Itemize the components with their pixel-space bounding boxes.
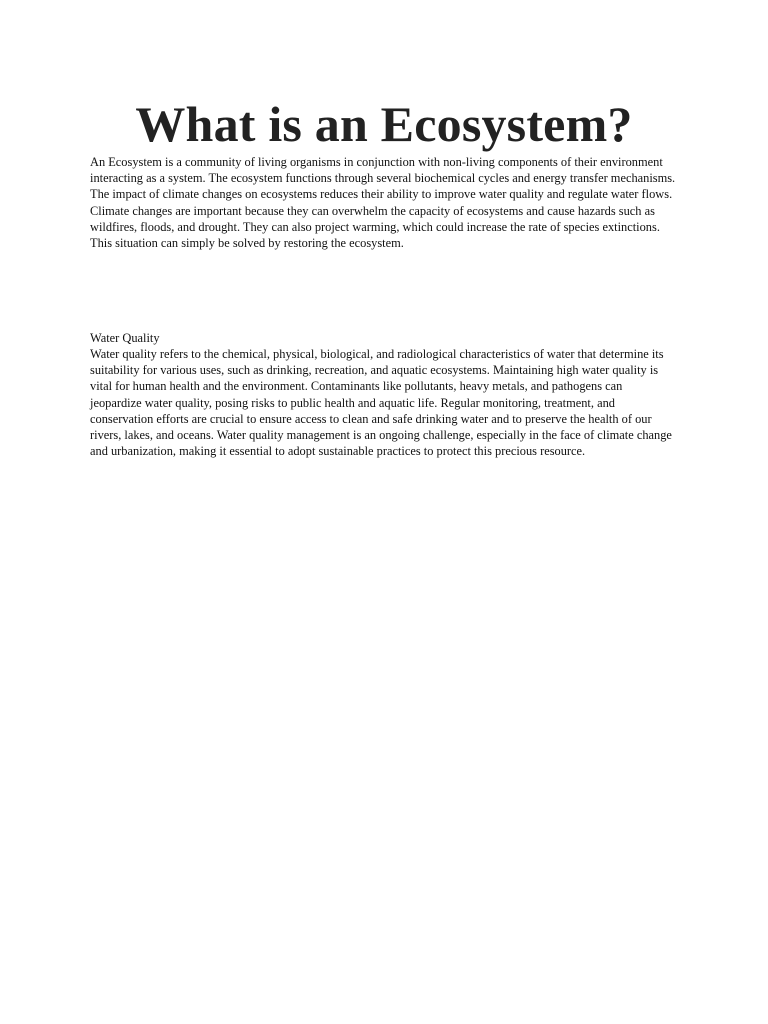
water-quality-paragraph: Water quality refers to the chemical, physical, biological, and radiological characteristics of water that determine its suitability for various uses, such as drinking, recreation, and aquatic ecosystems. Maintaining high water quality is vital for human health and the environment. Contaminants like pollutants, heavy metals, and pathogens can jeopardize water quality, posing risks to public health and aquatic life. Regular monitoring, treatment, and conservation efforts are crucial to ensure access to clean and safe drinking water and to preserve the health of our rivers, lakes, and oceans. Water quality management is an ongoing challenge, especially in the face of climate change and urbanization, making it essential to adopt sustainable practices to protect this precious resource. xyxy=(90,347,672,459)
intro-paragraph: An Ecosystem is a community of living organisms in conjunction with non-living components of their environment interacting as a system. The ecosystem functions through several biochemical cycles and energy transfer mechanisms. The impact of climate changes on ecosystems reduces their ability to improve water quality and regulate water flows. Climate changes are important because they can overwhelm the capacity of ecosystems and cause hazards such as wildfires, floods, and drought. They can also project warming, which could increase the rate of species extinctions. This situation can simply be solved by restoring the ecosystem. xyxy=(90,155,676,251)
page-title: What is an Ecosystem? xyxy=(135,96,633,152)
section-heading-water-quality: Water Quality xyxy=(90,331,160,345)
